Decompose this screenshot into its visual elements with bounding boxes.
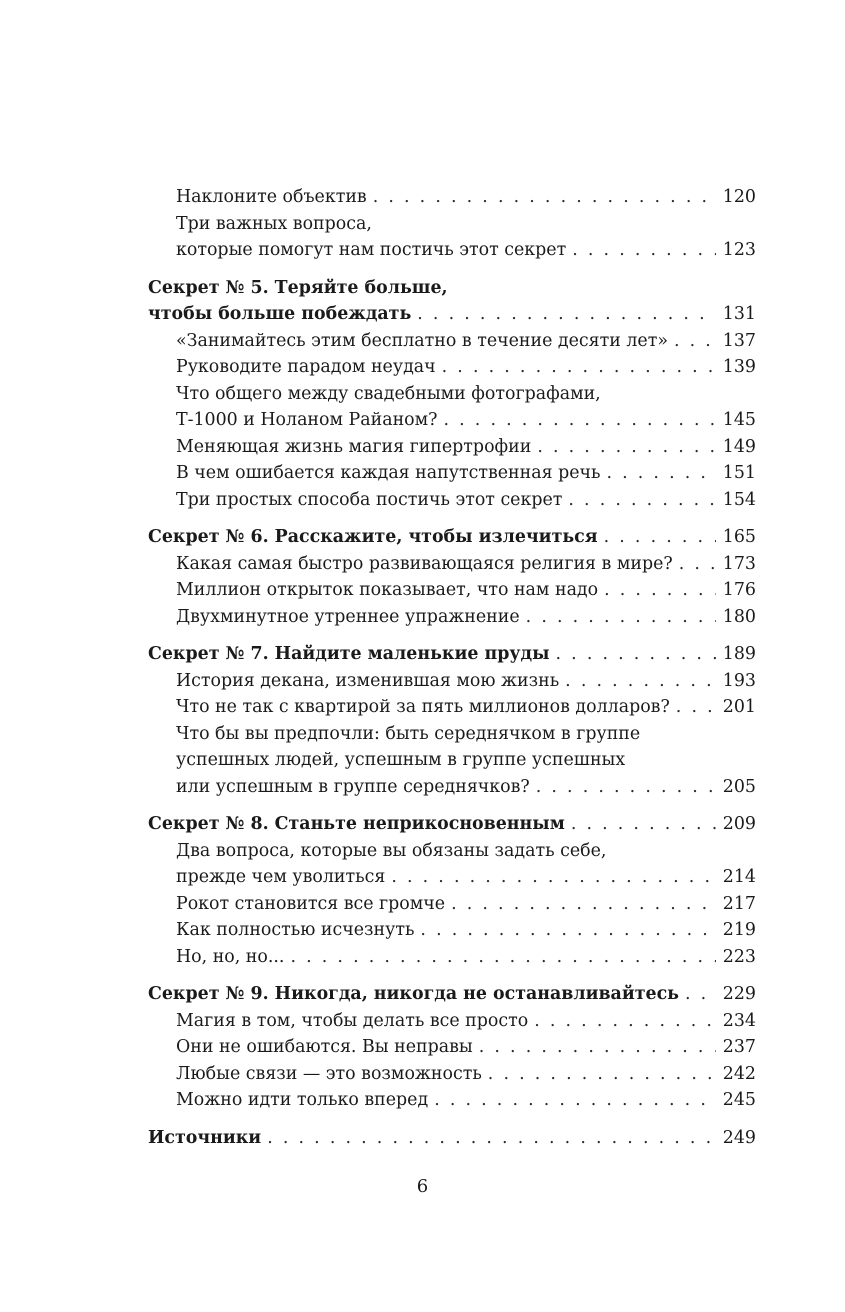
dot-leader bbox=[676, 694, 716, 721]
toc-page-number: 214 bbox=[722, 867, 756, 887]
dot-leader bbox=[391, 864, 716, 891]
toc-page-number: 205 bbox=[722, 776, 756, 797]
dot-leader bbox=[556, 641, 716, 668]
toc-entry-line bbox=[176, 694, 756, 721]
toc-section-entry bbox=[148, 604, 756, 631]
dot-leader bbox=[290, 944, 716, 971]
toc-entry-title: Что не так с квартирой за пять миллионов долларов? bbox=[176, 697, 670, 717]
toc-entry-title: «Занимайтесь этим бесплатно в течение десяти лет» bbox=[176, 330, 668, 351]
toc-chapter-entry bbox=[148, 811, 756, 838]
dot-leader bbox=[604, 577, 716, 604]
toc-page-number: 242 bbox=[722, 1063, 756, 1084]
dot-leader bbox=[451, 891, 716, 918]
toc-entry-line bbox=[176, 747, 756, 774]
toc-page-number: 173 bbox=[722, 553, 756, 574]
toc-entry-title: В чем ошибается каждая напутственная речь bbox=[176, 463, 601, 483]
toc-page-number: 145 bbox=[722, 410, 756, 430]
toc-page-number: 217 bbox=[722, 893, 756, 914]
toc-chapter-entry bbox=[148, 981, 756, 1008]
toc-page-number: 237 bbox=[722, 1037, 756, 1057]
toc-section-entry bbox=[148, 1087, 756, 1114]
dot-leader bbox=[434, 1087, 716, 1114]
toc-section-entry bbox=[148, 184, 756, 211]
dot-leader bbox=[604, 524, 716, 551]
toc-entry-title: Секрет № 9. Никогда, никогда не останавливайтесь bbox=[148, 984, 679, 1004]
toc-entry-title: Что общего между свадебными фотографами, bbox=[176, 383, 601, 404]
toc-entry-title: Три важных вопроса, bbox=[176, 213, 372, 234]
toc-entry-title: Два вопроса, которые вы обязаны задать себе, bbox=[176, 840, 607, 861]
dot-leader bbox=[420, 917, 716, 944]
toc-entry-line bbox=[176, 864, 756, 891]
toc-entry-line bbox=[176, 211, 756, 238]
toc-entry-title: Источники bbox=[148, 1127, 262, 1148]
toc-section-entry bbox=[148, 1008, 756, 1035]
toc-entry-line bbox=[176, 891, 756, 918]
dot-leader bbox=[679, 551, 716, 578]
toc-entry-title: Магия в том, чтобы делать все просто bbox=[176, 1010, 529, 1031]
toc-entry-line bbox=[176, 434, 756, 461]
toc-entry-title: Они не ошибаются. Вы неправы bbox=[176, 1037, 473, 1057]
toc-page-number: 151 bbox=[722, 463, 756, 483]
toc-section-entry bbox=[148, 891, 756, 918]
toc-entry-title: История декана, изменившая мою жизнь bbox=[176, 670, 560, 691]
toc-entry-line bbox=[176, 551, 756, 578]
toc-entry-title: Т-1000 и Ноланом Райаном? bbox=[176, 410, 438, 430]
toc-entry-title: Три простых способа постичь этот секрет bbox=[176, 489, 563, 510]
dot-leader bbox=[479, 1034, 716, 1061]
toc-entry-line bbox=[148, 301, 756, 328]
toc-section-entry bbox=[148, 460, 756, 487]
toc-entry-title: чтобы больше побеждать bbox=[148, 304, 412, 324]
toc-entry-line bbox=[148, 981, 756, 1008]
dot-leader bbox=[568, 487, 716, 514]
toc-section-entry bbox=[148, 328, 756, 355]
toc-page-number: 229 bbox=[722, 984, 756, 1004]
dot-leader bbox=[534, 1008, 716, 1035]
toc-page-number: 165 bbox=[722, 527, 756, 547]
toc-entry-line bbox=[176, 577, 756, 604]
toc-section-entry bbox=[148, 838, 756, 891]
toc-entry-line bbox=[176, 944, 756, 971]
toc-entry-line bbox=[176, 668, 756, 695]
toc-section-entry bbox=[148, 668, 756, 695]
toc-page-number: 180 bbox=[722, 606, 756, 627]
table-of-contents bbox=[148, 184, 756, 1151]
dot-leader bbox=[444, 407, 717, 434]
dot-leader bbox=[526, 604, 716, 631]
toc-entry-title: Но, но, но... bbox=[176, 946, 285, 967]
toc-entry-title: Можно идти только вперед bbox=[176, 1090, 429, 1110]
toc-entry-title: Что бы вы предпочли: быть середнячком в группе bbox=[176, 723, 641, 744]
dot-leader bbox=[373, 184, 716, 211]
toc-entry-title: или успешным в группе середнячков? bbox=[176, 776, 530, 797]
toc-entry-title: Рокот становится все громче bbox=[176, 893, 446, 914]
toc-entry-title: Секрет № 6. Расскажите, чтобы излечиться bbox=[148, 527, 598, 547]
toc-entry-line bbox=[148, 1125, 756, 1152]
toc-page-number: 219 bbox=[722, 920, 756, 940]
toc-entry-line bbox=[176, 381, 756, 408]
toc-section-entry bbox=[148, 944, 756, 971]
toc-page-number: 189 bbox=[722, 644, 756, 664]
toc-chapter-entry bbox=[148, 275, 756, 328]
toc-page-number: 245 bbox=[722, 1090, 756, 1110]
toc-entry-title: прежде чем уволиться bbox=[176, 867, 386, 887]
toc-entry-line bbox=[176, 1061, 756, 1088]
dot-leader bbox=[417, 301, 716, 328]
toc-page-number: 154 bbox=[722, 489, 756, 510]
toc-entry-title: Наклоните объектив bbox=[176, 187, 367, 207]
toc-entry-line bbox=[176, 917, 756, 944]
toc-entry-line bbox=[176, 237, 756, 264]
dot-leader bbox=[565, 668, 716, 695]
toc-entry-title: Миллион открыток показывает, что нам надо bbox=[176, 580, 599, 600]
toc-page-number: 234 bbox=[722, 1010, 756, 1031]
toc-entry-line bbox=[176, 460, 756, 487]
toc-entry-line bbox=[176, 774, 756, 801]
toc-section-entry bbox=[148, 551, 756, 578]
toc-page-number: 149 bbox=[722, 436, 756, 457]
toc-entry-line bbox=[148, 275, 756, 302]
toc-entry-title: Какая самая быстро развивающаяся религия в мире? bbox=[176, 553, 673, 574]
page-number: 6 bbox=[416, 1176, 429, 1197]
toc-entry-line bbox=[176, 184, 756, 211]
dot-leader bbox=[537, 434, 716, 461]
toc-entry-line bbox=[176, 721, 756, 748]
toc-entry-line bbox=[176, 1087, 756, 1114]
dot-leader bbox=[536, 774, 716, 801]
dot-leader bbox=[267, 1125, 716, 1152]
toc-section-entry bbox=[148, 577, 756, 604]
dot-leader bbox=[572, 237, 716, 264]
toc-section-entry bbox=[148, 1061, 756, 1088]
toc-page-number: 193 bbox=[722, 670, 756, 691]
toc-entry-title: которые помогут нам постичь этот секрет bbox=[176, 240, 567, 260]
toc-entry-line bbox=[176, 407, 756, 434]
toc-entry-title: Секрет № 8. Станьте неприкосновенным bbox=[148, 814, 565, 834]
dot-leader bbox=[685, 981, 716, 1008]
dot-leader bbox=[488, 1061, 716, 1088]
toc-entry-line bbox=[176, 328, 756, 355]
toc-entry-line bbox=[176, 1034, 756, 1061]
toc-section-entry bbox=[148, 694, 756, 721]
toc-chapter-entry bbox=[148, 524, 756, 551]
dot-leader bbox=[674, 328, 716, 355]
toc-entry-line bbox=[148, 524, 756, 551]
toc-entry-title: Руководите парадом неудач bbox=[176, 357, 436, 377]
toc-entry-title: Как полностью исчезнуть bbox=[176, 920, 415, 940]
toc-entry-line bbox=[148, 641, 756, 668]
dot-leader bbox=[442, 354, 716, 381]
toc-section-entry bbox=[148, 1034, 756, 1061]
toc-section-entry bbox=[148, 487, 756, 514]
toc-entry-title: Меняющая жизнь магия гипертрофии bbox=[176, 436, 532, 457]
toc-chapter-entry bbox=[148, 1125, 756, 1152]
toc-entry-title: Секрет № 7. Найдите маленькие пруды bbox=[148, 644, 550, 664]
toc-entry-line bbox=[176, 487, 756, 514]
toc-entry-line bbox=[148, 811, 756, 838]
toc-entry-title: Секрет № 5. Теряйте больше, bbox=[148, 277, 448, 298]
toc-chapter-entry bbox=[148, 641, 756, 668]
toc-section-entry bbox=[148, 721, 756, 801]
toc-page-number: 223 bbox=[722, 946, 756, 967]
toc-section-entry bbox=[148, 381, 756, 434]
toc-page-number: 120 bbox=[722, 187, 756, 207]
toc-entry-title: Любые связи — это возможность bbox=[176, 1063, 482, 1084]
toc-entry-line bbox=[176, 354, 756, 381]
toc-section-entry bbox=[148, 354, 756, 381]
toc-page-number: 137 bbox=[722, 330, 756, 351]
toc-page-number: 176 bbox=[722, 580, 756, 600]
toc-section-entry bbox=[148, 434, 756, 461]
toc-page-number: 139 bbox=[722, 357, 756, 377]
dot-leader bbox=[606, 460, 716, 487]
toc-section-entry bbox=[148, 917, 756, 944]
toc-page-number: 131 bbox=[722, 304, 756, 324]
toc-entry-line bbox=[176, 604, 756, 631]
toc-entry-line bbox=[176, 1008, 756, 1035]
toc-page-number: 201 bbox=[722, 697, 756, 717]
toc-page-number: 123 bbox=[722, 240, 756, 260]
toc-entry-title: успешных людей, успешным в группе успешных bbox=[176, 750, 626, 770]
toc-page-number: 249 bbox=[722, 1127, 756, 1148]
toc-page-number: 209 bbox=[722, 814, 756, 834]
dot-leader bbox=[571, 811, 716, 838]
toc-section-entry bbox=[148, 211, 756, 264]
toc-entry-title: Двухминутное утреннее упражнение bbox=[176, 606, 520, 627]
toc-entry-line bbox=[176, 838, 756, 865]
